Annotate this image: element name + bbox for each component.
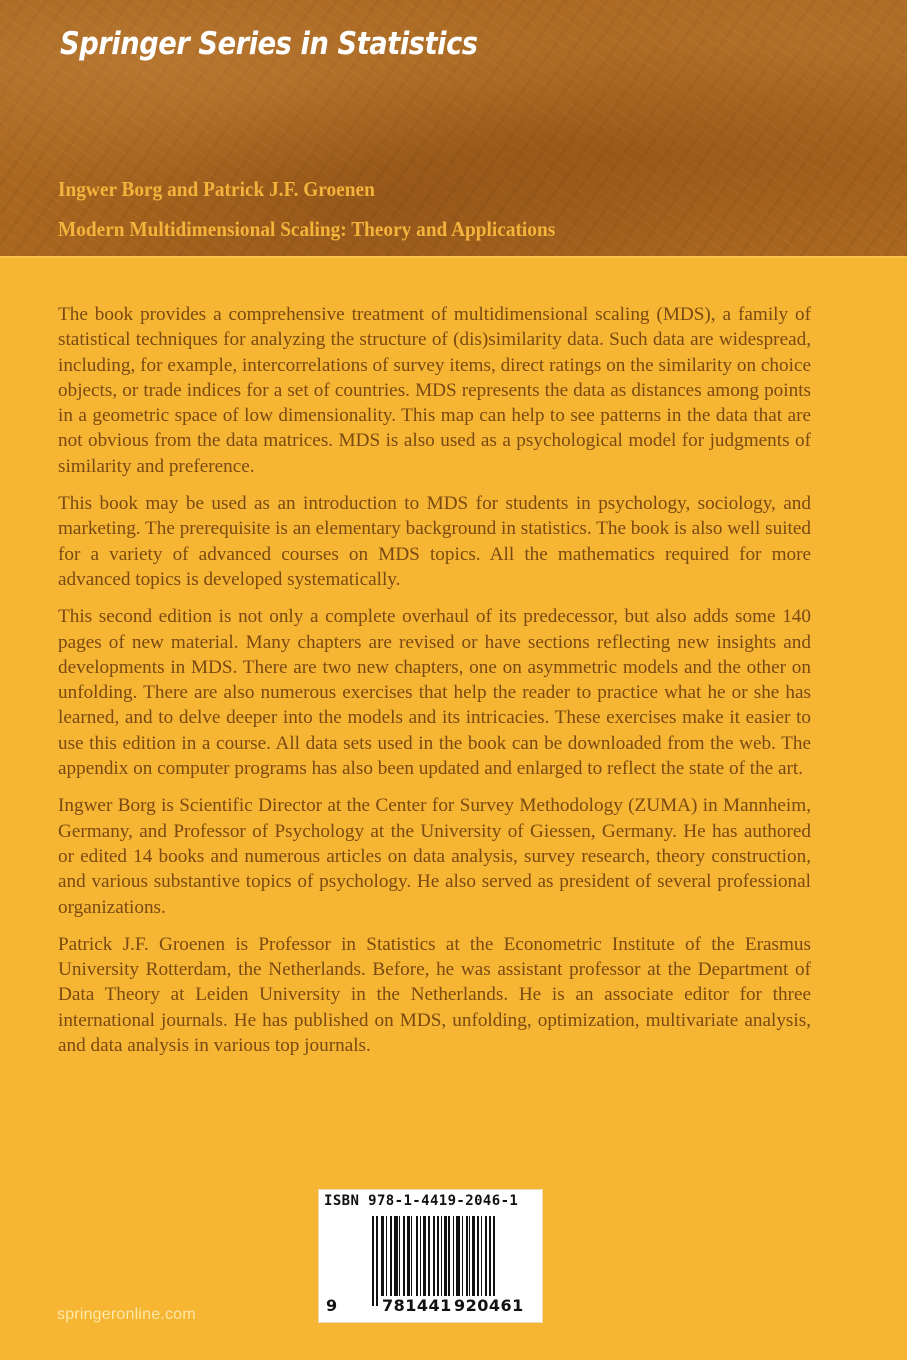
book-authors: Ingwer Borg and Patrick J.F. Groenen bbox=[58, 177, 375, 201]
isbn-label: ISBN 978-1-4419-2046-1 bbox=[324, 1193, 519, 1209]
author-bio-groenen: Patrick J.F. Groenen is Professor in Statistics at the Econometric Institute of the Erasmus University Rotterdam, the Netherlands. Before, he was assistant professor at the Department of Data Theory at Leiden University in the Netherlands. He is an associate editor for three international journals. He has published on MDS, unfolding, optimization, multivariate analysis, and data analysis in various top journals. bbox=[58, 933, 811, 1057]
barcode-digits-right: 920461 bbox=[454, 1296, 524, 1315]
blurb-paragraph-audience: This book may be used as an introduction to MDS for students in psychology, sociology, and marketing. The prerequisite is an elementary background in statistics. The book is also well suited for a variety of advanced courses on MDS topics. All the mathematics required for more advanced topics is developed systematically. bbox=[58, 493, 811, 590]
publisher-url: springeronline.com bbox=[57, 1306, 196, 1323]
barcode-digits-left: 781441 bbox=[382, 1296, 452, 1315]
barcode-digit-first: 9 bbox=[326, 1296, 338, 1315]
barcode-bars-icon bbox=[372, 1216, 522, 1306]
back-cover-blurb bbox=[58, 302, 811, 1070]
blurb-paragraph-overview: The book provides a comprehensive treatment of multidimensional scaling (MDS), a family of statistical techniques for analyzing the structure of (dis)similarity data. Such data are widespread, including, for example, intercorrelations of survey items, direct ratings on the similarity on choice objects, or trade indices for a set of countries. MDS represents the data as distances among points in a geometric space of low dimensionality. This map can help to see patterns in the data that are not obvious from the data matrices. MDS is also used as a psychological model for judgments of similarity and preference. bbox=[58, 304, 811, 477]
series-title: Springer Series in Statistics bbox=[60, 26, 478, 62]
author-bio-borg: Ingwer Borg is Scientific Director at the Center for Survey Methodology (ZUMA) in Mannheim, Germany, and Professor of Psychology at the University of Giessen, Germany. He has authored or edited 14 books and numerous articles on data analysis, survey research, theory construction, and various substantive topics of psychology. He also served as president of several professional organizations. bbox=[58, 795, 811, 918]
isbn-barcode bbox=[318, 1189, 543, 1323]
cover-header-band bbox=[0, 0, 907, 256]
book-title: Modern Multidimensional Scaling: Theory and Applications bbox=[58, 217, 556, 241]
blurb-paragraph-second-edition: This second edition is not only a complete overhaul of its predecessor, but also adds some 140 pages of new material. Many chapters are revised or have sections reflecting new insights and developments in MDS. There are two new chapters, one on asymmetric models and the other on unfolding. There are also numerous exercises that help the reader to practice what he or she has learned, and to delve deeper into the models and its intricacies. These exercises make it easier to use this edition in a course. All data sets used in the book can be downloaded from the web. The appendix on computer programs has also been updated and enlarged to reflect the state of the art. bbox=[58, 606, 811, 780]
header-divider bbox=[0, 256, 907, 258]
